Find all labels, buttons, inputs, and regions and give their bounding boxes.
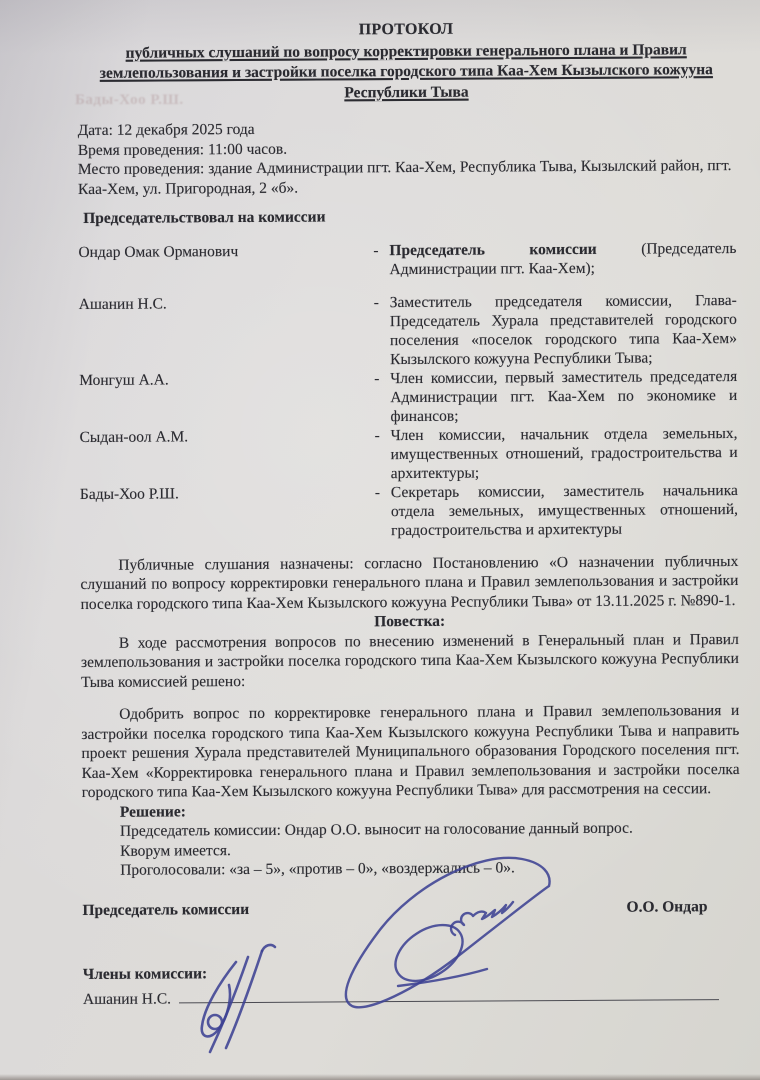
page-title: ПРОТОКОЛ [358,20,454,39]
member-signatory-name: Ашанин Н.С. [82,989,172,1008]
member-signature-row [83,984,741,1009]
chaired-heading: Председательствовал на комиссии [83,208,326,227]
chairman-name: О.О. Ондар [626,897,708,916]
decision-line: Кворум имеется. [120,841,231,860]
bleed-through-text: Бады-Хоо Р.Ш. [75,92,184,108]
member-dash: - [374,369,380,387]
decision-line: Проголосовали: «за – 5», «против – 0», «воздержались – 0». [120,859,515,879]
member-name: Монгуш А.А. [79,370,169,389]
member-role-rest: (Председатель Администрации пгт. Каа-Хем); [389,239,737,278]
chairman-label: Председатель комиссии [82,900,250,919]
member-role: Член комиссии, первый заместитель председателя Администрации пгт. Каа-Хем по экономике и финансов; [390,367,738,425]
member-role [389,238,736,278]
member-row [80,480,738,541]
member-row [79,366,737,427]
signature-line [179,985,719,1003]
member-name: Ондар Омак Орманович [78,242,239,261]
member-row [78,238,736,280]
decision-line: Председатель комиссии: Ондар О.О. выносит на голосование данный вопрос. [119,819,633,840]
member-name: Ашанин Н.С. [78,294,167,313]
member-dash: - [374,426,380,444]
place-line: Место проведения: здание Администрации пгт. Каа-Хем, Республика Тыва, Кызылский район, пгт. Каа-Хем, ул. Пригородная, 2 «б». [77,157,732,198]
member-role: Заместитель председателя комиссии, Глава-Председатель Хурала представителей городского поселения «поселок городского типа Каа-Хем» Кызылского кожууна Республики Тыва; [389,291,738,368]
member-role: Член комиссии, начальник отдела земельных, имущественных отношений, градостроительства и архитектуры; [390,424,738,482]
member-dash: - [374,483,381,501]
member-role-bold: Председатель комиссии [389,240,597,259]
page-subtitle: публичных слушаний по вопросу корректировки генерального плана и Правил землепользования и застройки поселка городского типа Каа-Хем Кызылского кожууна Республики Тыва [99,40,713,101]
member-row [79,423,737,484]
members-label: Члены комиссии: [82,965,208,983]
date-line: Дата: 12 декабря 2025 года [77,120,255,140]
time-line: Время проведения: 11:00 часов. [77,140,288,159]
member-row [79,290,737,370]
member-name: Бады-Хоо Р.Ш. [79,484,179,503]
chairman-signature-row [82,896,740,920]
member-role: Секретарь комиссии, заместитель начальника отдела земельных, имущественных отношений, градостроительства и архитектуры [390,481,739,539]
member-dash: - [373,241,379,259]
agenda-paragraph: В ходе рассмотрения вопросов по внесению изменений в Генеральный план и Правил землепользования и застройки поселка городского типа Каа-Хем Кызылского кожууна Республики Тыва комиссией решено: [80,630,739,691]
agenda-heading: Повестка: [374,612,446,631]
meta-block [78,117,736,199]
document-content [77,18,741,1009]
decision-heading: Решение: [119,802,186,821]
member-name: Сыдан-оол А.М. [79,427,189,446]
appointment-paragraph: Публичные слушания назначены: согласно Постановлению «О назначении публичных слушаний по вопросу корректировки генерального плана и Правил землепользования и застройки поселка городского типа Каа-Хем Кызылского кожууна Республики Тыва» от 13.11.2025 г. №890-1. [80,552,739,613]
approval-paragraph: Одобрить вопрос по корректировке генерального плана и Правил землепользования и застройки поселка городского типа Каа-Хем Кызылского кожууна Республики Тыва и направить проект решения Хурала представителей Муниципального образования Городского поселения пгт. Каа-Хем «Корректировка генерального плана и Правил землепользования и застройки поселка городского типа Каа-Хем Кызылского кожууна Республики Тыва» для рассмотрения на сессии. [81,701,740,801]
member-dash: - [373,293,379,311]
